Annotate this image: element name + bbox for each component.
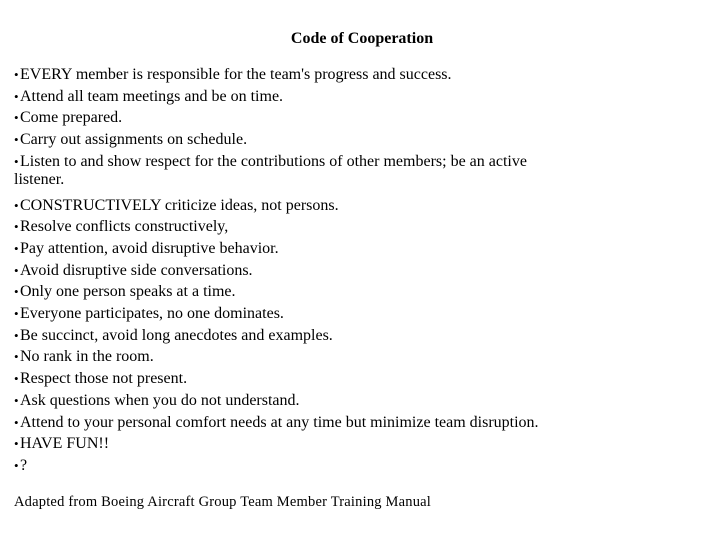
bullet-item (14, 433, 714, 455)
bullet-marker: • (14, 132, 19, 148)
bullet-text: Listen to and show respect for the contributions of other members; be an active (20, 152, 527, 170)
bullet-item (14, 129, 714, 151)
bullet-continuation: listener. (14, 170, 65, 188)
bullet-marker: • (14, 306, 19, 322)
source-credit: Adapted from Boeing Aircraft Group Team Member Training Manual (14, 494, 432, 510)
bullet-item (14, 455, 714, 477)
bullet-item (14, 86, 714, 108)
bullet-item (14, 368, 714, 390)
bullet-text: ? (20, 456, 28, 474)
bullet-marker: • (14, 219, 19, 235)
bullet-marker: • (14, 392, 19, 408)
bullet-marker: • (14, 457, 19, 473)
bullet-item (14, 195, 714, 217)
bullet-marker: • (14, 371, 19, 387)
bullet-item (14, 325, 714, 347)
bullet-marker: • (14, 284, 19, 300)
bullet-text: No rank in the room. (20, 348, 154, 366)
bullet-text: Come prepared. (20, 109, 123, 127)
bullet-list (14, 64, 714, 477)
bullet-item (14, 281, 714, 303)
bullet-text: Ask questions when you do not understand. (20, 391, 300, 409)
bullet-text: Respect those not present. (20, 370, 188, 388)
bullet-item (14, 151, 714, 173)
bullet-text: HAVE FUN!! (20, 435, 110, 453)
bullet-text: Only one person speaks at a time. (20, 283, 236, 301)
bullet-marker: • (14, 327, 19, 343)
bullet-marker: • (14, 240, 19, 256)
bullet-text: EVERY member is responsible for the team's progress and success. (20, 66, 452, 83)
bullet-text: Resolve conflicts constructively, (20, 218, 229, 236)
bullet-text: Carry out assignments on schedule. (20, 131, 248, 149)
bullet-item (14, 303, 714, 325)
bullet-text: CONSTRUCTIVELY criticize ideas, not persons. (20, 196, 339, 214)
bullet-text: Everyone participates, no one dominates. (20, 305, 284, 323)
bullet-marker: • (14, 262, 19, 278)
bullet-marker: • (14, 67, 19, 82)
bullet-item (14, 412, 714, 434)
bullet-marker: • (14, 414, 19, 430)
bullet-text: Attend all team meetings and be on time. (20, 87, 284, 105)
bullet-item (14, 238, 714, 260)
bullet-marker: • (14, 110, 19, 126)
bullet-text: Be succinct, avoid long anecdotes and examples. (20, 326, 333, 344)
bullet-text: Pay attention, avoid disruptive behavior. (20, 239, 279, 257)
bullet-marker: • (14, 349, 19, 365)
bullet-marker: • (14, 197, 19, 213)
bullet-item (14, 107, 714, 129)
bullet-marker: • (14, 88, 19, 104)
page-title: Code of Cooperation (290, 30, 434, 47)
bullet-text: Attend to your personal comfort needs at any time but minimize team disruption. (20, 413, 539, 431)
bullet-item (14, 216, 714, 238)
bullet-item (14, 346, 714, 368)
bullet-item (14, 390, 714, 412)
bullet-text: Avoid disruptive side conversations. (20, 261, 253, 279)
bullet-marker: • (14, 153, 19, 169)
bullet-marker: • (14, 436, 19, 452)
bullet-item (14, 64, 714, 86)
bullet-item (14, 260, 714, 282)
